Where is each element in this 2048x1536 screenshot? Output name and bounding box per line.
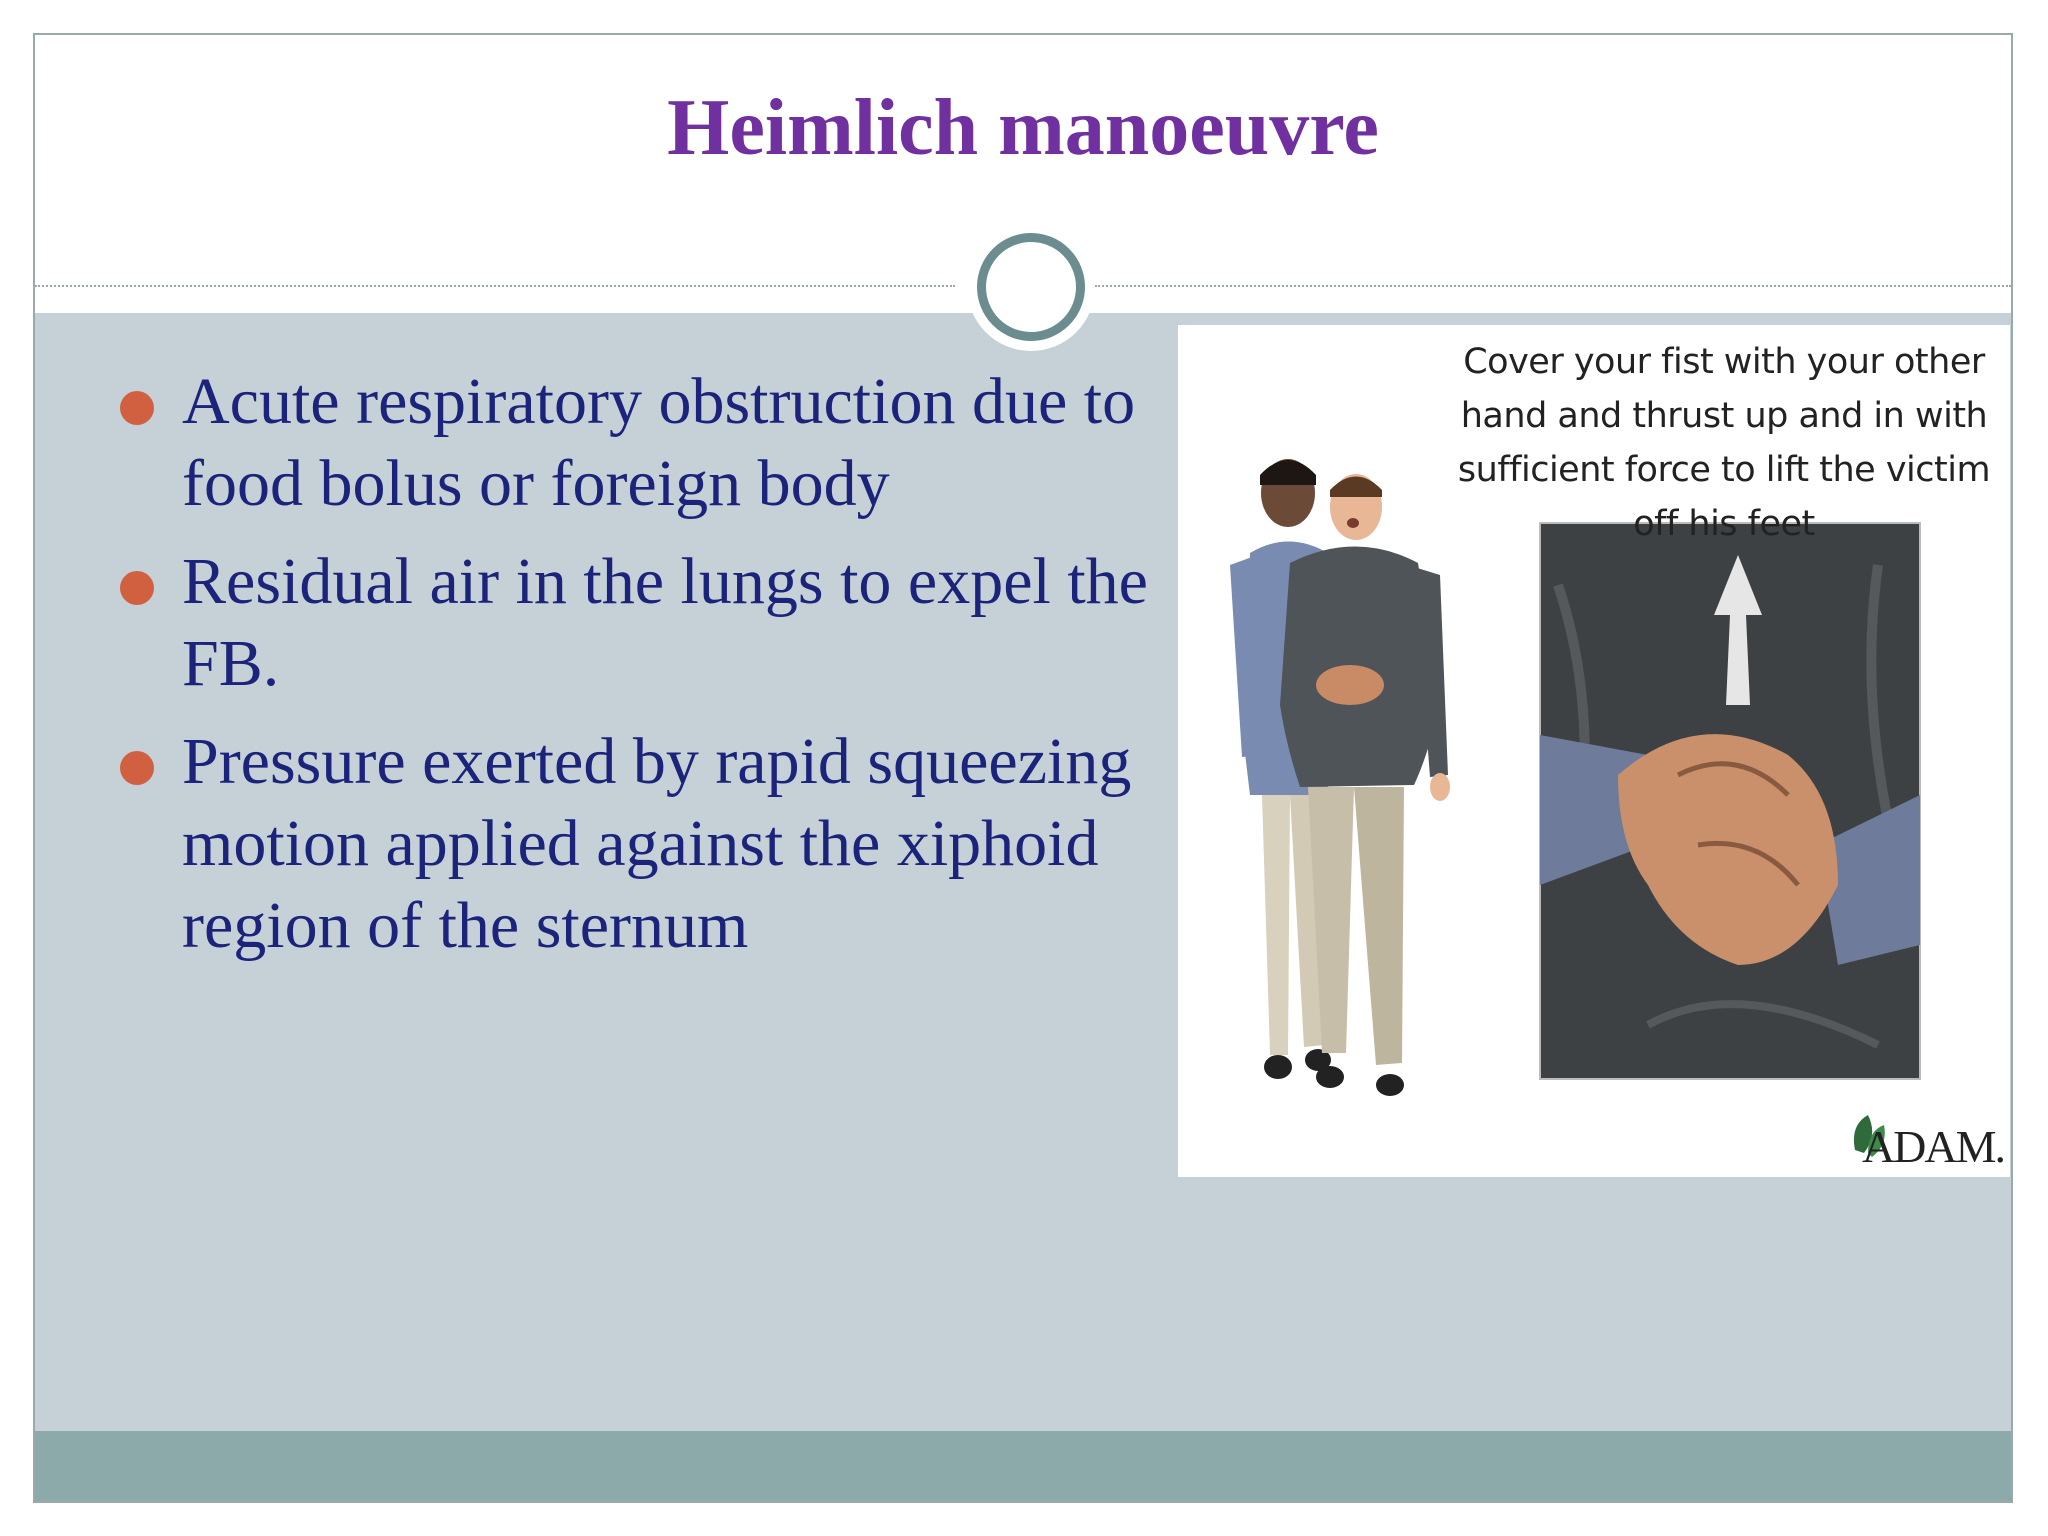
bullet-item — [90, 721, 1190, 967]
adam-logo: ADAM. — [1861, 1121, 2004, 1172]
bullet-text: Pressure exerted by rapid squeezing motion applied against the xiphoid region of the sternum — [182, 725, 1132, 962]
bullet-dot-icon — [120, 571, 154, 605]
slide-title: Heimlich manoeuvre — [667, 84, 1379, 172]
bullet-text: Residual air in the lungs to expel the FB. — [182, 545, 1148, 700]
bullet-dot-icon — [120, 391, 154, 425]
hands-closeup-photo — [1540, 523, 1920, 1079]
circle-ornament-icon — [977, 233, 1085, 341]
bullet-item — [90, 361, 1190, 525]
title-divider-right — [1095, 285, 2011, 287]
figure-caption: Cover your fist with your other hand and thrust up and in with sufficient force to lift the victim off his feet — [1457, 342, 1991, 544]
title-divider-left — [35, 285, 955, 287]
footer-band — [35, 1431, 2011, 1501]
bullet-dot-icon — [120, 751, 154, 785]
bullet-list — [90, 361, 1190, 983]
slide — [33, 33, 2013, 1503]
bullet-text: Acute respiratory obstruction due to food bolus or foreign body — [182, 365, 1136, 520]
heimlich-illustration — [1178, 325, 2010, 1177]
bullet-item — [90, 541, 1190, 705]
